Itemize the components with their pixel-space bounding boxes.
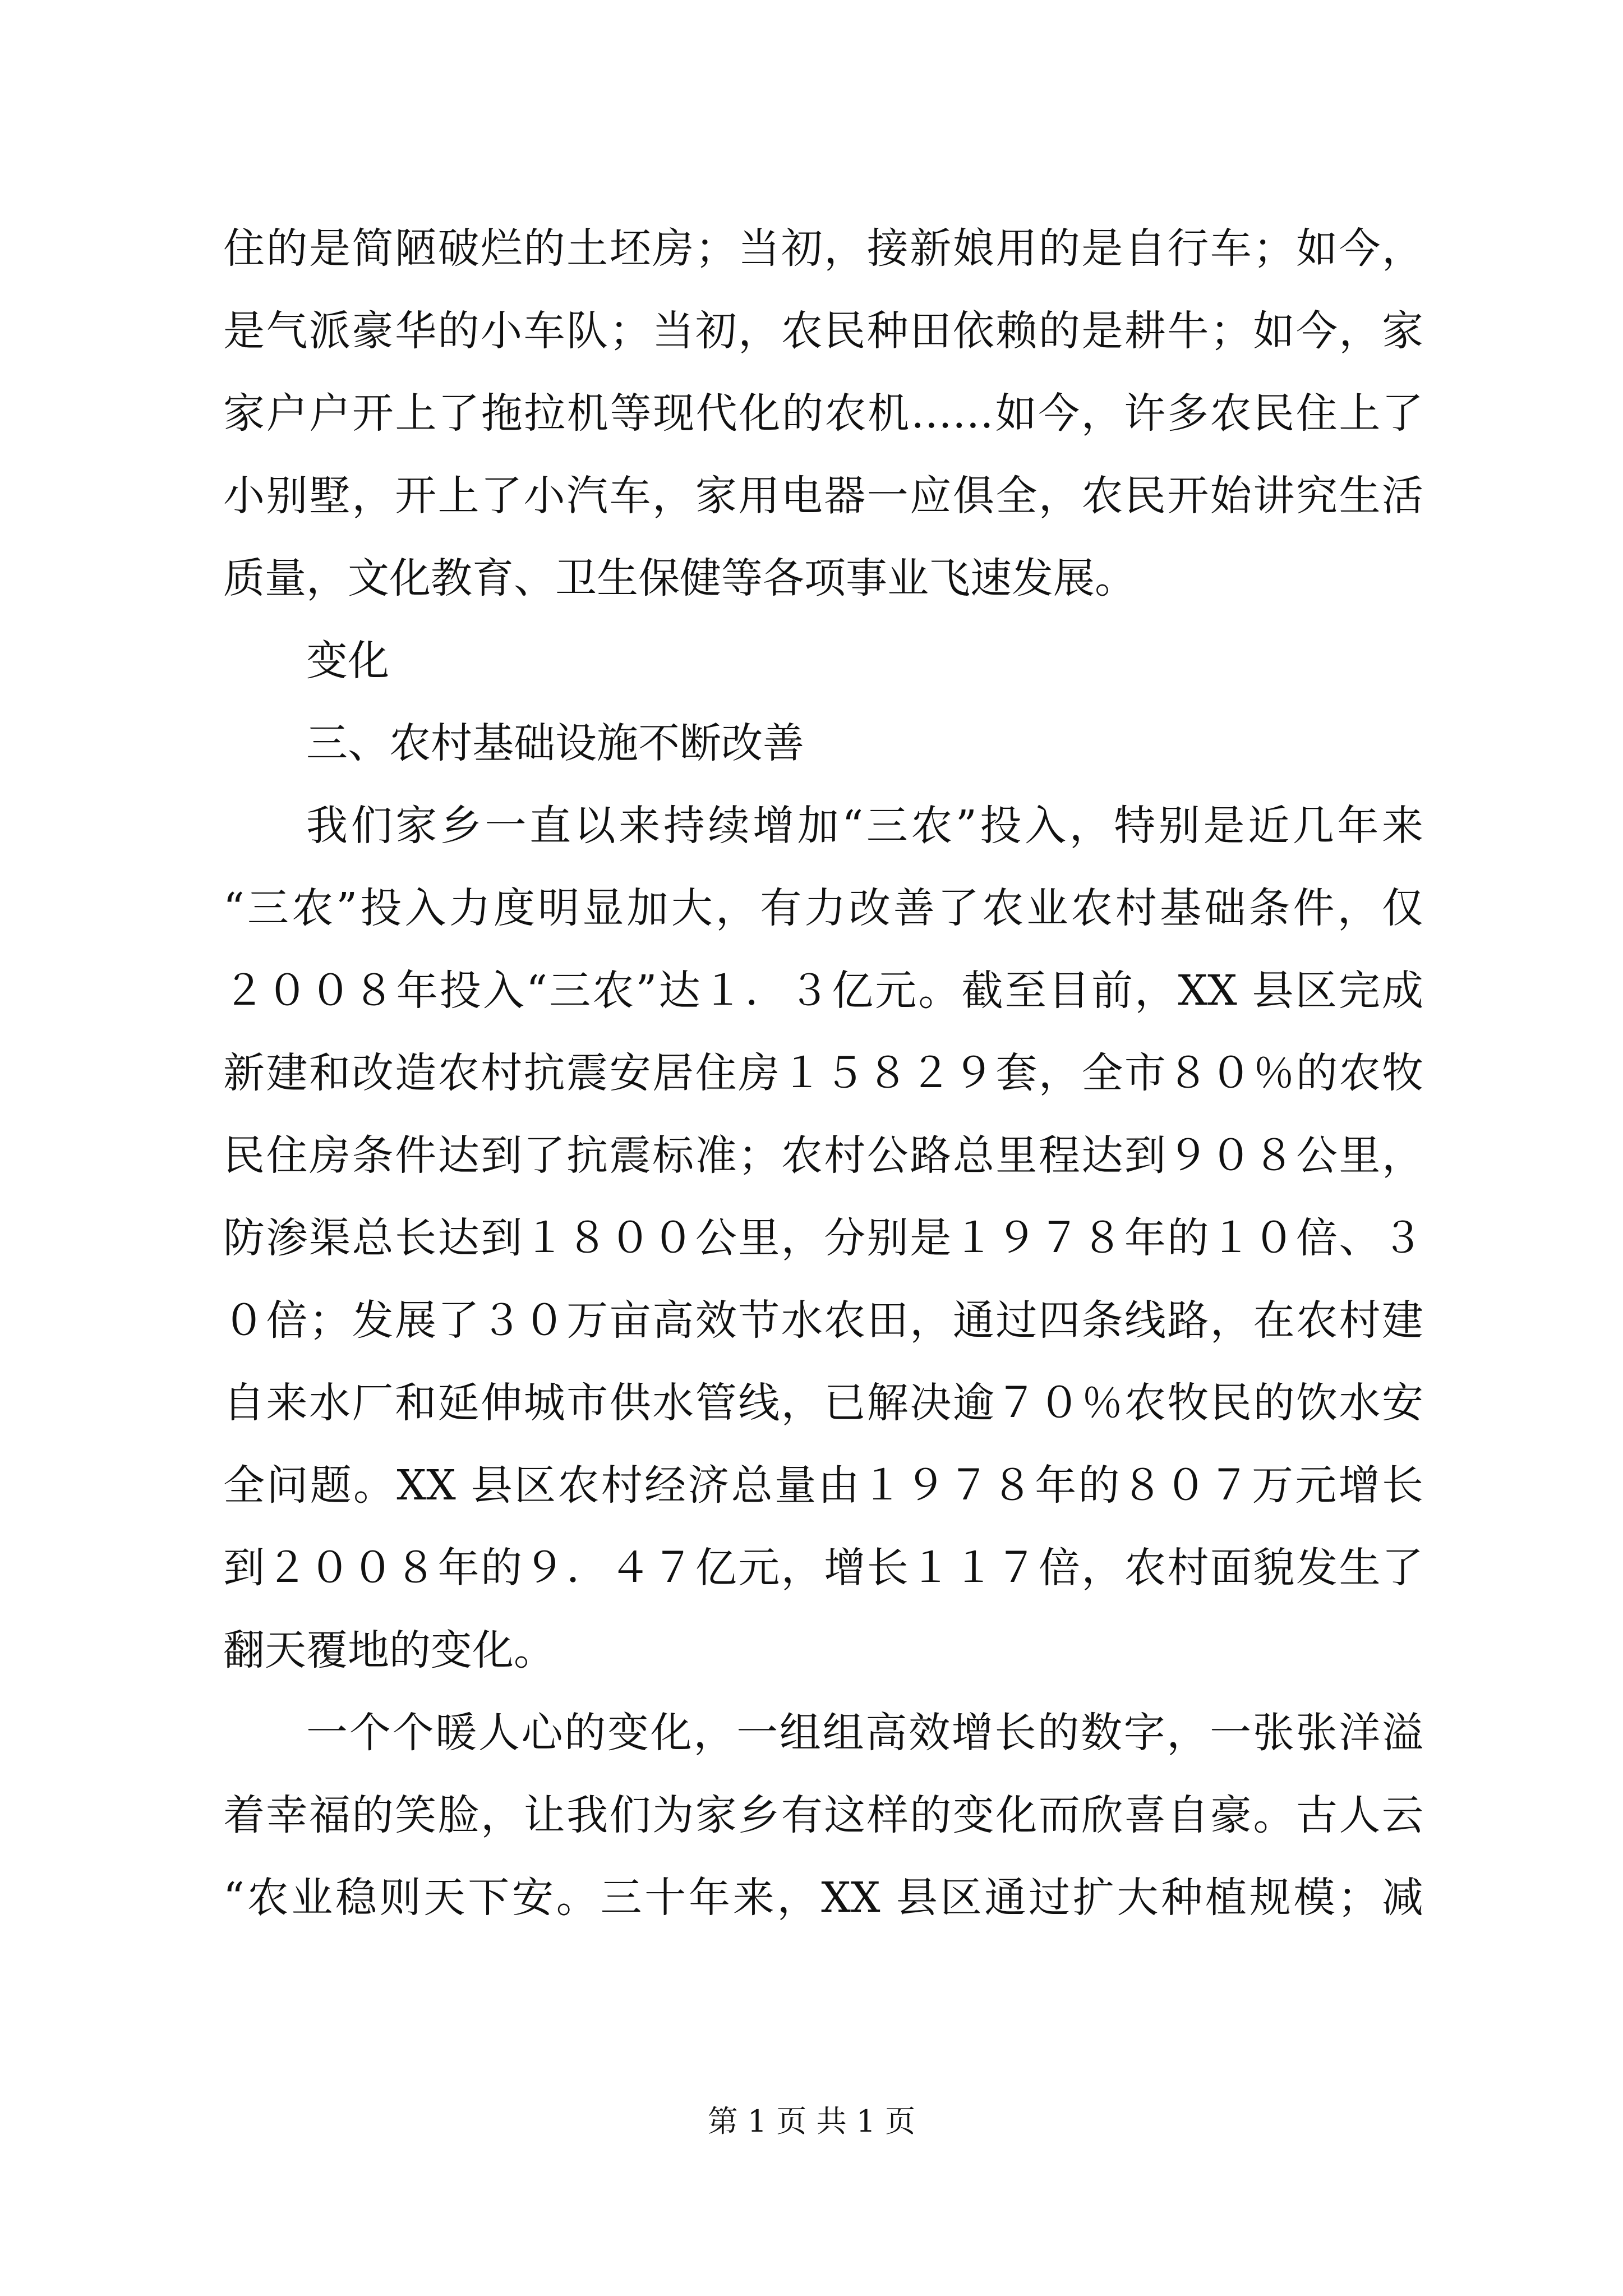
text-line: ２００８年投入“三农”达１．３亿元。截至目前，XX 县区完成 <box>223 967 1423 1015</box>
text-line: 自来水厂和延伸城市供水管线，已解决逾７０％农牧民的饮水安 <box>223 1379 1423 1427</box>
page-footer: 第 1 页 共 1 页 <box>707 2104 916 2139</box>
text-line: 质量，文化教育、卫生保健等各项事业飞速发展。 <box>223 554 1136 602</box>
text-line: “三农”投入力度明显加大，有力改善了农业农村基础条件，仅 <box>223 884 1423 932</box>
text-line: 家户户开上了拖拉机等现代化的农机……如今，许多农民住上了 <box>223 389 1423 438</box>
section-label: 变化 <box>306 637 389 685</box>
text-line: 全问题。XX 县区农村经济总量由１９７８年的８０７万元增长 <box>223 1461 1423 1510</box>
text-line: 新建和改造农村抗震安居住房１５８２９套，全市８０％的农牧 <box>223 1049 1423 1097</box>
text-line: 翻天覆地的变化。 <box>223 1626 555 1674</box>
text-line: ０倍；发展了３０万亩高效节水农田，通过四条线路，在农村建 <box>223 1296 1423 1345</box>
text-line: “农业稳则天下安。三十年来，XX 县区通过扩大种植规模；减 <box>223 1874 1423 1922</box>
text-line: 是气派豪华的小车队；当初，农民种田依赖的是耕牛；如今，家 <box>223 307 1423 355</box>
body-text <box>223 208 1423 1939</box>
text-line: 一个个暖人心的变化，一组组高效增长的数字，一张张洋溢 <box>306 1709 1423 1757</box>
text-line: 我们家乡一直以来持续增加“三农”投入，特别是近几年来 <box>306 802 1423 850</box>
text-line: 小别墅，开上了小汽车，家用电器一应俱全，农民开始讲究生活 <box>223 472 1423 520</box>
text-line: 民住房条件达到了抗震标准；农村公路总里程达到９０８公里， <box>223 1131 1423 1180</box>
text-line: 防渗渠总长达到１８００公里，分别是１９７８年的１０倍、３ <box>223 1214 1423 1262</box>
text-line: 到２００８年的９．４７亿元，增长１１７倍，农村面貌发生了 <box>223 1544 1423 1592</box>
text-line: 住的是简陋破烂的土坯房；当初，接新娘用的是自行车；如今， <box>223 224 1423 273</box>
text-line: 着幸福的笑脸，让我们为家乡有这样的变化而欣喜自豪。古人云 <box>223 1791 1423 1839</box>
section-heading: 三、农村基础设施不断改善 <box>306 719 804 767</box>
